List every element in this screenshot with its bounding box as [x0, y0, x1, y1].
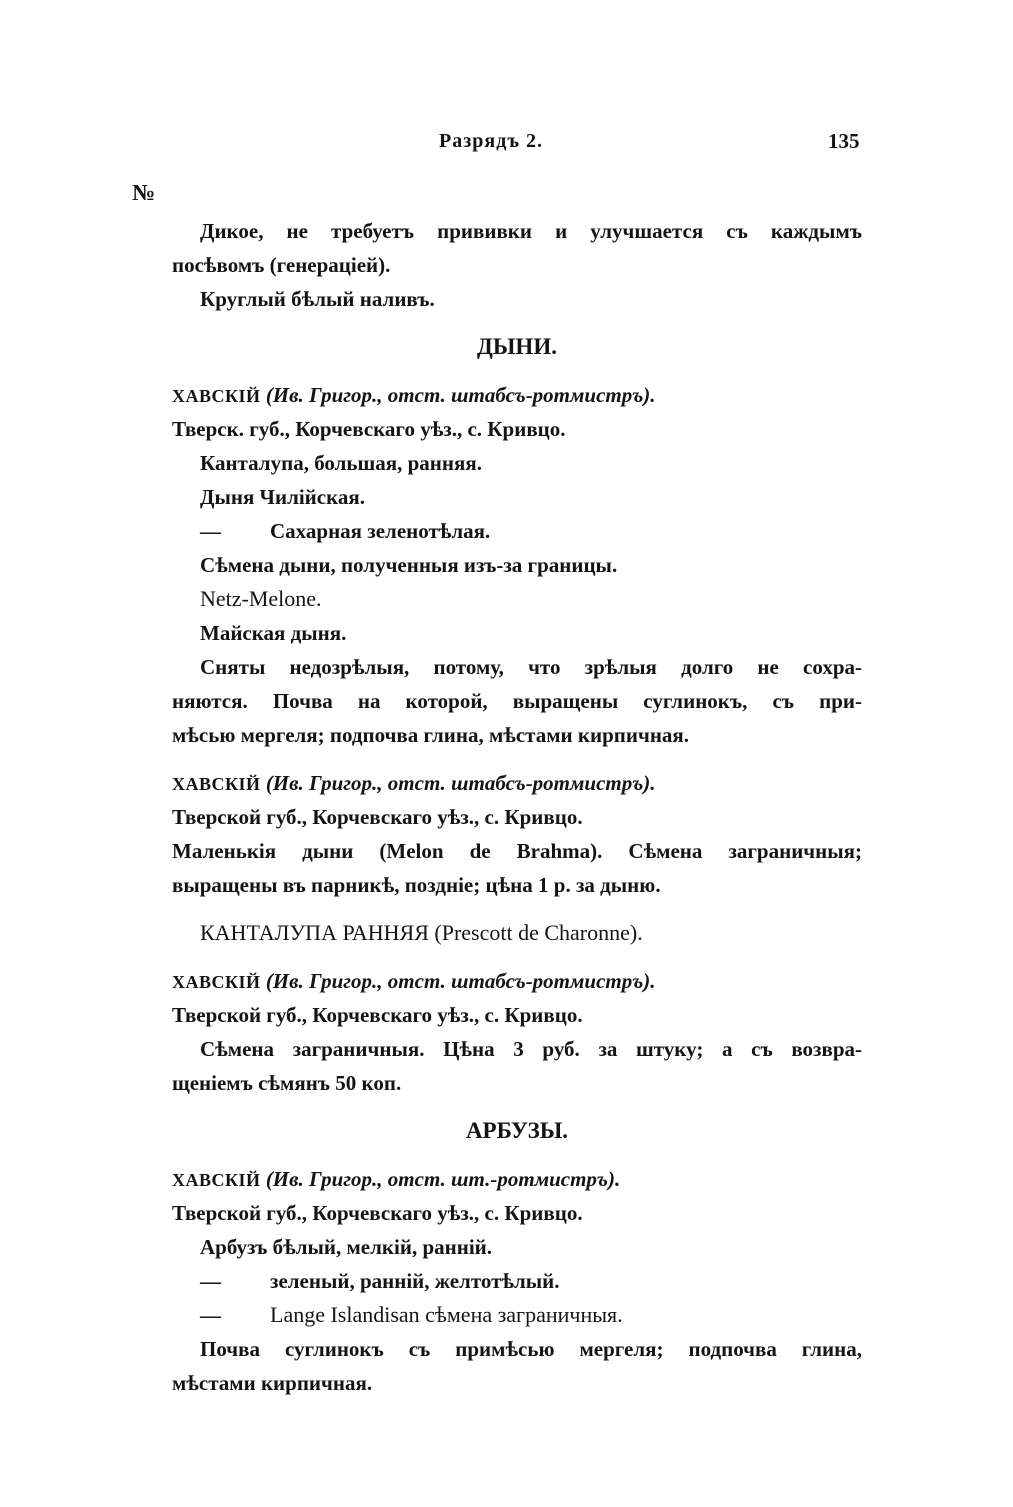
author-details: (Ив. Григор., отст. шт.-ротмистръ). — [260, 1167, 621, 1191]
author-name: ХАВСКІЙ — [172, 1170, 261, 1190]
text-line: щеніемъ сѣмянъ 50 коп. — [172, 1071, 402, 1095]
entry-place: Тверск. губ., Корчевскаго уѣз., с. Кривцо. — [172, 417, 566, 441]
entry-place: Тверской губ., Корчевскаго уѣз., с. Кривцо. — [172, 805, 583, 829]
ditto-dash: — — [200, 1269, 221, 1293]
text-line: Сѣмена заграничныя. Цѣна 3 руб. за штуку; а съ возвра- — [200, 1037, 862, 1061]
ditto-dash: — — [200, 1303, 221, 1327]
entry-author — [172, 766, 862, 800]
variety-item: Канталупа, большая, ранняя. — [200, 451, 482, 475]
text-line: Круглый бѣлый наливъ. — [200, 287, 435, 311]
author-name: ХАВСКІЙ — [172, 774, 261, 794]
section-heading-watermelons: АРБУЗЫ. — [465, 1118, 569, 1143]
author-details: (Ив. Григор., отст. штабсъ-ротмистръ). — [260, 969, 656, 993]
entry-author — [172, 964, 862, 998]
author-details: (Ив. Григор., отст. штабсъ-ротмистръ). — [260, 383, 656, 407]
text-line: Маленькія дыни (Melon de Brahma). Сѣмена заграничныя; — [172, 839, 862, 863]
variety-item: Netz-Melone. — [200, 586, 322, 611]
variety-text: Сахарная зеленотѣлая. — [270, 519, 491, 543]
entry-place: Тверской губ., Корчевскаго уѣз., с. Кривцо. — [172, 1003, 583, 1027]
text-line: Дикое, не требуетъ прививки и улучшается съ каждымъ — [200, 219, 862, 243]
text-line: выращены въ парникѣ, поздніе; цѣна 1 р. за дыню. — [172, 873, 661, 897]
entry-author — [172, 378, 862, 412]
entry-place: Тверской губ., Корчевскаго уѣз., с. Кривцо. — [172, 1201, 583, 1225]
text-line: Сняты недозрѣлыя, потому, что зрѣлыя долго не сохра- — [200, 655, 862, 679]
text-line: мѣстами кирпичная. — [172, 1371, 373, 1395]
variety-text: зеленый, ранній, желтотѣлый. — [270, 1269, 560, 1293]
text-line: посѣвомъ (генераціей). — [172, 253, 391, 277]
variety-item: Майская дыня. — [200, 621, 347, 645]
page-body — [172, 214, 862, 1400]
number-sign: № — [132, 180, 156, 205]
page-number: 135 — [828, 129, 860, 153]
section-heading-cantaloupe: КАНТАЛУПА РАННЯЯ (Prescott de Charonne). — [200, 920, 643, 945]
running-header: Разрядъ 2. — [439, 130, 543, 152]
text-line: няются. Почва на которой, выращены суглинокъ, съ при- — [172, 689, 862, 713]
variety-item — [172, 1298, 862, 1332]
author-name: ХАВСКІЙ — [172, 972, 261, 992]
entry-author — [172, 1162, 862, 1196]
section-heading-melons: ДЫНИ. — [477, 334, 557, 359]
ditto-dash: — — [200, 519, 221, 543]
variety-item: Арбузъ бѣлый, мелкій, ранній. — [200, 1235, 493, 1259]
text-line: Почва суглинокъ съ примѣсью мергеля; подпочва глина, — [200, 1337, 862, 1361]
variety-item: Дыня Чилійская. — [200, 485, 365, 509]
variety-text: Lange Islandisan сѣмена заграничныя. — [270, 1302, 623, 1327]
variety-item: Сѣмена дыни, полученныя изъ-за границы. — [200, 553, 618, 577]
author-details: (Ив. Григор., отст. штабсъ-ротмистръ). — [260, 771, 656, 795]
text-line: мѣсью мергеля; подпочва глина, мѣстами кирпичная. — [172, 723, 690, 747]
variety-item — [172, 1264, 862, 1298]
author-name: ХАВСКІЙ — [172, 386, 261, 406]
variety-item — [172, 514, 862, 548]
